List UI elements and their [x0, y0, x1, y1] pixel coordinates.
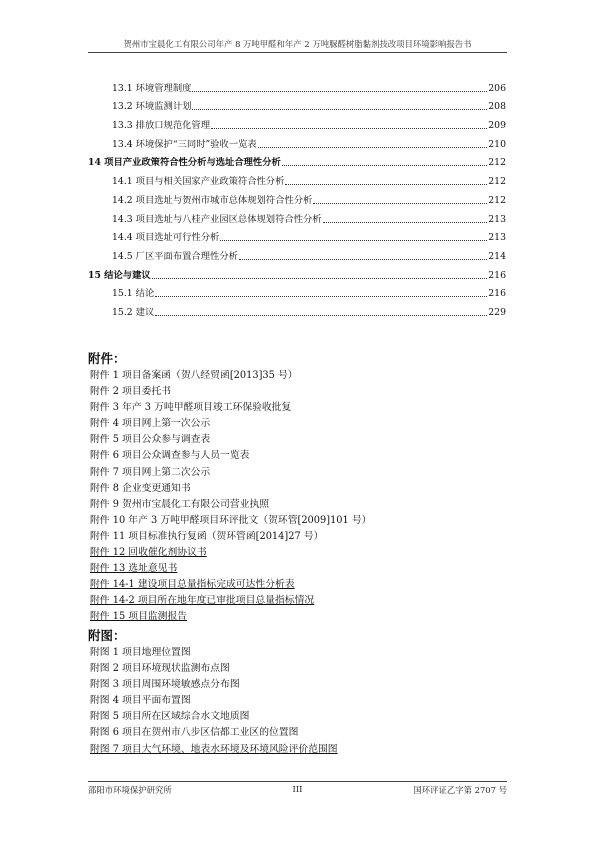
attachment-item-label: 附件 1 项目备案函（贺八经贸函[2013]35 号）	[90, 370, 298, 381]
toc-entry-page: 206	[488, 82, 506, 94]
attachment-item-label: 附件 14-1 建设项目总量指标完成可达性分析表	[90, 579, 295, 591]
header-divider	[88, 52, 507, 53]
toc-entry-page: 214	[488, 250, 506, 262]
toc-entry-page: 216	[488, 288, 506, 300]
attachment-item	[90, 561, 420, 577]
toc-entry-page: 210	[488, 138, 506, 150]
figure-item-label: 附图 6 项目在贺州市八步区信都工业区的位置图	[90, 727, 299, 739]
toc-leader-dots	[313, 203, 487, 204]
figure-item-label: 附图 1 项目地理位置图	[90, 647, 191, 658]
attachment-item-label: 附件 2 项目委托书	[90, 386, 172, 398]
toc-entry-page: 212	[488, 157, 506, 169]
attachment-item-label: 附件 3 年产 3 万吨甲醛项目竣工环保验收批复	[90, 402, 292, 414]
toc-entry[interactable]	[88, 226, 506, 245]
toc-leader-dots	[192, 109, 487, 110]
page-header: 贺州市宝晨化工有限公司年产 8 万吨甲醛和年产 2 万吨脲醛树脂黏剂技改项目环境影响报告书	[123, 39, 472, 49]
figure-item-label: 附图 4 项目平面布置图	[90, 695, 191, 707]
attachment-item	[90, 593, 420, 609]
table-of-contents	[88, 76, 506, 319]
figure-item	[90, 742, 420, 758]
toc-entry[interactable]	[88, 263, 506, 282]
attachment-item	[90, 448, 420, 464]
attachment-item-label: 附件 13 选址意见书	[90, 563, 178, 575]
toc-entry[interactable]	[88, 207, 506, 226]
footer-divider	[88, 781, 507, 782]
figure-item-label: 附图 5 项目所在区域综合水文地质图	[90, 711, 250, 723]
attachment-item-label: 附件 9 贺州市宝晨化工有限公司营业执照	[90, 498, 270, 510]
figure-item	[90, 645, 420, 661]
toc-entry-title: 14.4 项目选址可行性分析	[112, 232, 220, 244]
figure-item-label: 附图 3 项目周围环境敏感点分布图	[90, 679, 240, 691]
toc-leader-dots	[192, 91, 487, 92]
figure-item	[90, 677, 420, 693]
attachment-item-label: 附件 7 项目网上第二次公示	[90, 466, 211, 478]
figure-item	[90, 725, 420, 741]
toc-entry[interactable]	[88, 244, 506, 263]
toc-entry-page: 209	[488, 120, 506, 132]
toc-entry-page: 229	[488, 306, 506, 318]
attachment-item-label: 附件 5 项目公众参与调查表	[90, 434, 211, 446]
toc-entry-page: 216	[488, 269, 506, 281]
toc-leader-dots	[282, 165, 487, 166]
figure-item	[90, 709, 420, 725]
toc-entry-title: 14.5 厂区平面布置合理性分析	[112, 250, 238, 262]
figure-item-label: 附图 7 项目大气环境、地表水环境及环境风险评价范围图	[90, 743, 338, 755]
toc-entry-title: 15.1 结论	[112, 288, 155, 300]
toc-entry-title: 13.4 环境保护“三同时”验收一览表	[112, 138, 257, 150]
toc-entry-title: 15.2 建议	[112, 306, 155, 318]
attachment-item-label: 附件 11 项目标准执行复函（贺环管函[2014]27 号）	[90, 530, 324, 542]
toc-entry[interactable]	[88, 151, 506, 170]
toc-entry-title: 14.1 项目与相关国家产业政策符合性分析	[112, 176, 285, 188]
toc-entry-page: 213	[488, 232, 506, 244]
attachment-item	[90, 497, 420, 513]
attachment-item	[90, 529, 420, 545]
toc-entry[interactable]	[88, 300, 506, 319]
attachment-item-label: 附件 14-2 项目所在地年度已审批项目总量指标情况	[90, 595, 315, 607]
attachments-list	[90, 368, 420, 626]
toc-leader-dots	[258, 147, 488, 148]
footer-organization: 邵阳市环境保护研究所	[88, 785, 172, 795]
page-number: III	[292, 784, 303, 794]
attachment-item-label: 附件 15 项目监测报告	[90, 611, 188, 623]
toc-entry-page: 208	[488, 101, 506, 113]
toc-entry-page: 212	[488, 194, 506, 206]
toc-leader-dots	[152, 278, 488, 279]
toc-leader-dots	[239, 259, 487, 260]
toc-leader-dots	[220, 240, 487, 241]
figures-heading: 附图：	[88, 628, 126, 643]
toc-entry-title: 13.2 环境监测计划	[112, 101, 192, 113]
figure-item	[90, 693, 420, 709]
toc-entry-title: 13.3 排放口规范化管理	[112, 120, 211, 132]
attachment-item-label: 附件 12 回收催化剂协议书	[90, 547, 207, 559]
toc-entry[interactable]	[88, 188, 506, 207]
toc-entry-page: 213	[488, 213, 506, 225]
attachment-item	[90, 368, 420, 384]
figures-list	[90, 645, 420, 758]
attachment-item	[90, 545, 420, 561]
toc-entry[interactable]	[88, 132, 506, 151]
attachment-item	[90, 432, 420, 448]
figure-item-label: 附图 2 项目环境现状监测布点图	[90, 663, 230, 675]
toc-leader-dots	[285, 184, 487, 185]
toc-leader-dots	[155, 315, 487, 316]
footer-certificate: 国环评证乙字第 2707 号	[413, 785, 507, 795]
attachment-item-label: 附件 6 项目公众调查参与人员一览表	[90, 450, 250, 462]
attachment-item	[90, 481, 420, 497]
attachments-heading: 附件：	[88, 351, 126, 366]
attachment-item-label: 附件 4 项目网上第一次公示	[90, 418, 211, 430]
toc-entry-title: 13.1 环境管理制度	[112, 82, 192, 94]
attachment-item	[90, 416, 420, 432]
toc-leader-dots	[155, 296, 487, 297]
attachment-item	[90, 609, 420, 625]
attachment-item	[90, 513, 420, 529]
toc-entry-title: 14.2 项目选址与贺州市城市总体规划符合性分析	[112, 194, 313, 206]
toc-entry-page: 212	[488, 176, 506, 188]
attachment-item-label: 附件 10 年产 3 万吨甲醛项目环评批文（贺环管[2009]101 号）	[90, 514, 372, 526]
figure-item	[90, 661, 420, 677]
toc-leader-dots	[323, 222, 488, 223]
toc-leader-dots	[211, 128, 487, 129]
toc-entry-title: 14 项目产业政策符合性分析与选址合理性分析	[88, 157, 281, 169]
attachment-item	[90, 384, 420, 400]
toc-entry[interactable]	[88, 282, 506, 301]
attachment-item	[90, 400, 420, 416]
toc-entry[interactable]	[88, 76, 506, 95]
toc-entry[interactable]	[88, 95, 506, 114]
attachment-item	[90, 577, 420, 593]
attachment-item	[90, 465, 420, 481]
toc-entry[interactable]	[88, 169, 506, 188]
toc-entry-title: 15 结论与建议	[88, 269, 151, 281]
toc-entry-title: 14.3 项目选址与八桂产业园区总体规划符合性分析	[112, 213, 322, 225]
toc-entry[interactable]	[88, 113, 506, 132]
attachment-item-label: 附件 8 企业变更通知书	[90, 482, 191, 494]
